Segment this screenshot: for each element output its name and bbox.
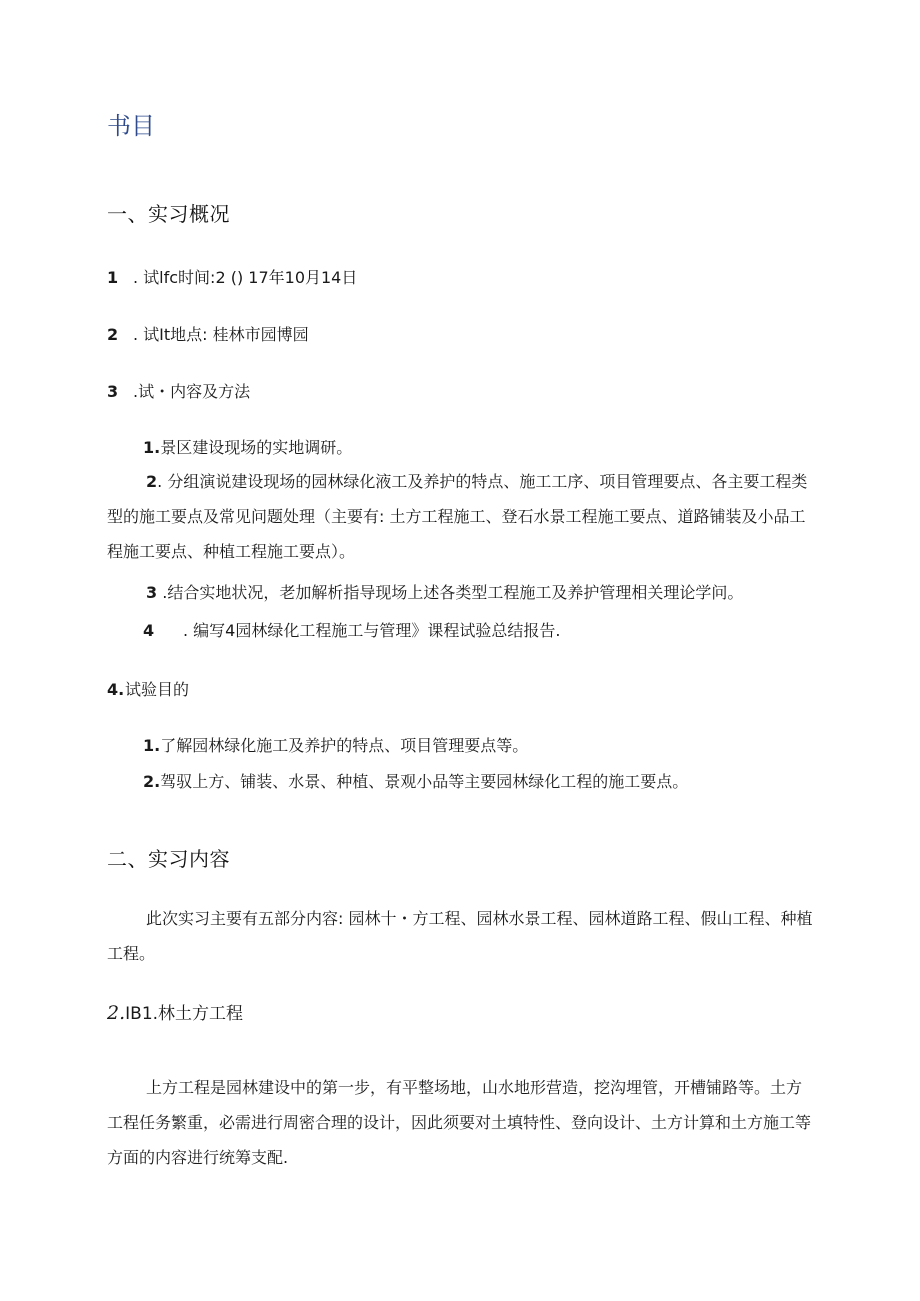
- goal-item-2: [143, 769, 688, 792]
- item-number: 2.: [143, 772, 161, 791]
- item-number: 2: [107, 325, 119, 344]
- item-text: .试・内容及方法: [133, 382, 251, 401]
- item-text: . 编写4园林绿化工程施工与管理》课程试验总结报告.: [183, 621, 561, 640]
- overview-purpose: [107, 677, 189, 700]
- item-number: 4.: [107, 680, 125, 699]
- section-1-title: 一、实习概况: [107, 202, 230, 226]
- item-text: . 分组演说建设现场的园林绿化液工及养护的特点、施工工序、项目管理要点、各主要工程类型的施工要点及常见问题处理（主要有: 土方工程施工、登石水景工程施工要点、道路铺装及小品工程施工要点、种植工程施工要点）。: [107, 472, 808, 561]
- item-text: 试验目的: [125, 680, 190, 699]
- section-2-title: 二、实习内容: [107, 847, 230, 871]
- item-text: . 试lfc时间:2 () 17年10月14日: [133, 268, 358, 287]
- earthwork-paragraph: 上方工程是园林建设中的第一步，有平整场地，山水地形营造，挖沟埋管，开槽铺路等。土方工程任务繁重，必需进行周密合理的设计，因此须要对土填特性、登向设计、土方计算和土方施工等方面的内容进行统筹支配.: [107, 1078, 812, 1167]
- item-text: 景区建设现场的实地调研。: [160, 438, 353, 457]
- method-item-1: [143, 435, 352, 458]
- method-item-2: [107, 464, 813, 569]
- toc-title: 书目: [107, 112, 155, 140]
- item-text: . 试It地点: 桂林市园博园: [133, 325, 309, 344]
- subsection-earthwork-title: [107, 999, 243, 1024]
- item-text: IB1.林土方工程: [125, 1004, 244, 1024]
- item-text: 了解园林绿化施工及养护的特点、项目管理要点等。: [160, 736, 529, 755]
- overview-place: [107, 322, 309, 345]
- item-number: 1.: [143, 438, 161, 457]
- item-number: 1: [107, 268, 119, 287]
- item-text: 驾驭上方、铺装、水景、种植、景观小品等主要园林绿化工程的施工要点。: [160, 772, 689, 791]
- item-number: 2: [146, 472, 158, 491]
- item-number: 3: [146, 583, 158, 602]
- item-number: 3: [107, 382, 119, 401]
- item-number: 1.: [143, 736, 161, 755]
- overview-time: [107, 265, 357, 288]
- method-item-4: [143, 618, 560, 641]
- item-text: .结合实地状况，老加解析指导现场上述各类型工程施工及养护管理相关理论学问。: [162, 583, 744, 602]
- item-number: 4: [143, 621, 155, 640]
- goal-item-1: [143, 733, 528, 756]
- method-item-3: [146, 580, 743, 603]
- overview-content: [107, 379, 250, 402]
- content-intro: 此次实习主要有五部分内容: 园林十・方工程、园林水景工程、园林道路工程、假山工程、种植工程。: [107, 909, 813, 963]
- item-number: 2.: [107, 1002, 126, 1024]
